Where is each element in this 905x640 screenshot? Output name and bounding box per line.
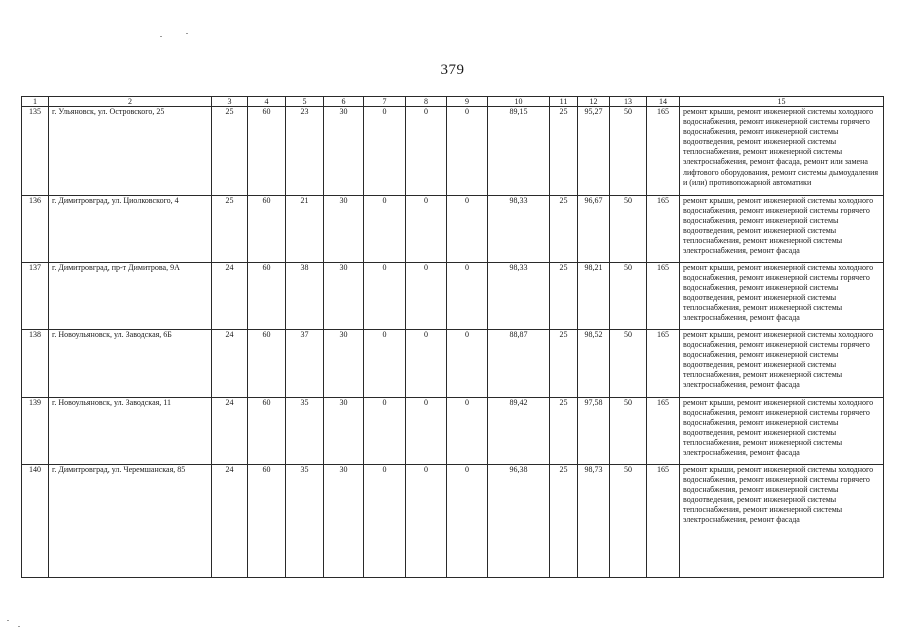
value-cell: 98,33 <box>488 263 550 330</box>
value-cell: 50 <box>610 330 647 398</box>
column-number: 14 <box>647 97 680 107</box>
value-cell: 24 <box>212 330 248 398</box>
value-cell: 0 <box>364 196 406 263</box>
value-cell: 25 <box>212 107 248 196</box>
value-cell: 25 <box>550 196 578 263</box>
value-cell: 60 <box>248 107 286 196</box>
value-cell: 25 <box>550 263 578 330</box>
value-cell: 60 <box>248 263 286 330</box>
table-row <box>22 330 884 398</box>
value-cell: 0 <box>406 263 447 330</box>
works-cell: ремонт крыши, ремонт инженерной системы холодного водоснабжения, ремонт инженерной системы горячего водоснабжения, ремонт инженерной системы водоотведения, ремонт инженерной системы теплоснабжения, ремонт инженерной системы электроснабжения, ремонт фасада <box>680 196 884 263</box>
column-number: 8 <box>406 97 447 107</box>
value-cell: 98,33 <box>488 196 550 263</box>
value-cell: 0 <box>364 263 406 330</box>
value-cell: 165 <box>647 196 680 263</box>
value-cell: 25 <box>550 330 578 398</box>
row-number: 135 <box>22 107 49 196</box>
column-number: 11 <box>550 97 578 107</box>
value-cell: 60 <box>248 196 286 263</box>
address-cell: г. Новоульяновск, ул. Заводская, 6Б <box>49 330 212 398</box>
value-cell: 25 <box>212 196 248 263</box>
repair-table <box>21 96 884 578</box>
column-number: 12 <box>578 97 610 107</box>
value-cell: 0 <box>447 398 488 465</box>
address-cell: г. Димитровград, ул. Циолковского, 4 <box>49 196 212 263</box>
value-cell: 60 <box>248 465 286 578</box>
value-cell: 0 <box>406 398 447 465</box>
value-cell: 0 <box>447 465 488 578</box>
column-number: 13 <box>610 97 647 107</box>
table-row <box>22 465 884 578</box>
value-cell: 96,67 <box>578 196 610 263</box>
column-number: 3 <box>212 97 248 107</box>
works-cell: ремонт крыши, ремонт инженерной системы холодного водоснабжения, ремонт инженерной системы горячего водоснабжения, ремонт инженерной системы водоотведения, ремонт инженерной системы теплоснабжения, ремонт инженерной системы электроснабжения, ремонт фасада <box>680 398 884 465</box>
value-cell: 21 <box>286 196 324 263</box>
value-cell: 0 <box>406 330 447 398</box>
value-cell: 0 <box>447 196 488 263</box>
value-cell: 24 <box>212 465 248 578</box>
value-cell: 165 <box>647 398 680 465</box>
value-cell: 24 <box>212 398 248 465</box>
works-cell: ремонт крыши, ремонт инженерной системы холодного водоснабжения, ремонт инженерной системы горячего водоснабжения, ремонт инженерной системы водоотведения, ремонт инженерной системы теплоснабжения, ремонт инженерной системы электроснабжения, ремонт фасада <box>680 465 884 578</box>
row-number: 136 <box>22 196 49 263</box>
value-cell: 0 <box>406 465 447 578</box>
value-cell: 98,73 <box>578 465 610 578</box>
column-number: 1 <box>22 97 49 107</box>
address-cell: г. Новоульяновск, ул. Заводская, 11 <box>49 398 212 465</box>
value-cell: 60 <box>248 398 286 465</box>
address-cell: г. Димитровград, ул. Черемшанская, 85 <box>49 465 212 578</box>
column-number-row <box>22 97 884 107</box>
scan-speck <box>160 36 162 37</box>
works-cell: ремонт крыши, ремонт инженерной системы холодного водоснабжения, ремонт инженерной системы горячего водоснабжения, ремонт инженерной системы водоотведения, ремонт инженерной системы теплоснабжения, ремонт инженерной системы электроснабжения, ремонт фасада <box>680 263 884 330</box>
scan-speck <box>7 620 9 621</box>
address-cell: г. Димитровград, пр-т Димитрова, 9А <box>49 263 212 330</box>
value-cell: 30 <box>324 107 364 196</box>
value-cell: 88,87 <box>488 330 550 398</box>
value-cell: 30 <box>324 398 364 465</box>
value-cell: 98,52 <box>578 330 610 398</box>
value-cell: 165 <box>647 107 680 196</box>
value-cell: 25 <box>550 465 578 578</box>
column-number: 15 <box>680 97 884 107</box>
works-cell: ремонт крыши, ремонт инженерной системы холодного водоснабжения, ремонт инженерной системы горячего водоснабжения, ремонт инженерной системы водоотведения, ремонт инженерной системы теплоснабжения, ремонт инженерной системы электроснабжения, ремонт фасада, ремонт или замена лифтового оборудования, ремонт системы дымоудаления и (или) противопожарной автоматики <box>680 107 884 196</box>
value-cell: 50 <box>610 107 647 196</box>
value-cell: 0 <box>364 465 406 578</box>
value-cell: 0 <box>364 330 406 398</box>
value-cell: 30 <box>324 330 364 398</box>
value-cell: 25 <box>550 398 578 465</box>
table-row <box>22 196 884 263</box>
table-row <box>22 263 884 330</box>
value-cell: 89,42 <box>488 398 550 465</box>
value-cell: 50 <box>610 465 647 578</box>
value-cell: 0 <box>447 263 488 330</box>
value-cell: 0 <box>447 330 488 398</box>
value-cell: 37 <box>286 330 324 398</box>
value-cell: 30 <box>324 465 364 578</box>
table-row <box>22 398 884 465</box>
value-cell: 24 <box>212 263 248 330</box>
value-cell: 30 <box>324 263 364 330</box>
value-cell: 96,38 <box>488 465 550 578</box>
scan-speck <box>18 626 20 627</box>
column-number: 7 <box>364 97 406 107</box>
table-row <box>22 107 884 196</box>
value-cell: 98,21 <box>578 263 610 330</box>
value-cell: 38 <box>286 263 324 330</box>
value-cell: 0 <box>364 398 406 465</box>
value-cell: 165 <box>647 330 680 398</box>
value-cell: 23 <box>286 107 324 196</box>
value-cell: 50 <box>610 196 647 263</box>
value-cell: 0 <box>364 107 406 196</box>
value-cell: 25 <box>550 107 578 196</box>
value-cell: 35 <box>286 465 324 578</box>
row-number: 139 <box>22 398 49 465</box>
value-cell: 50 <box>610 263 647 330</box>
column-number: 2 <box>49 97 212 107</box>
column-number: 6 <box>324 97 364 107</box>
column-number: 10 <box>488 97 550 107</box>
value-cell: 95,27 <box>578 107 610 196</box>
value-cell: 50 <box>610 398 647 465</box>
value-cell: 97,58 <box>578 398 610 465</box>
column-number: 5 <box>286 97 324 107</box>
value-cell: 0 <box>406 196 447 263</box>
value-cell: 165 <box>647 263 680 330</box>
page-number: 379 <box>440 62 465 78</box>
column-number: 9 <box>447 97 488 107</box>
value-cell: 30 <box>324 196 364 263</box>
row-number: 137 <box>22 263 49 330</box>
works-cell: ремонт крыши, ремонт инженерной системы холодного водоснабжения, ремонт инженерной системы горячего водоснабжения, ремонт инженерной системы водоотведения, ремонт инженерной системы теплоснабжения, ремонт инженерной системы электроснабжения, ремонт фасада <box>680 330 884 398</box>
value-cell: 165 <box>647 465 680 578</box>
scan-speck <box>186 33 188 34</box>
address-cell: г. Ульяновск, ул. Островского, 25 <box>49 107 212 196</box>
column-number: 4 <box>248 97 286 107</box>
value-cell: 89,15 <box>488 107 550 196</box>
row-number: 140 <box>22 465 49 578</box>
value-cell: 0 <box>406 107 447 196</box>
value-cell: 35 <box>286 398 324 465</box>
row-number: 138 <box>22 330 49 398</box>
value-cell: 0 <box>447 107 488 196</box>
value-cell: 60 <box>248 330 286 398</box>
